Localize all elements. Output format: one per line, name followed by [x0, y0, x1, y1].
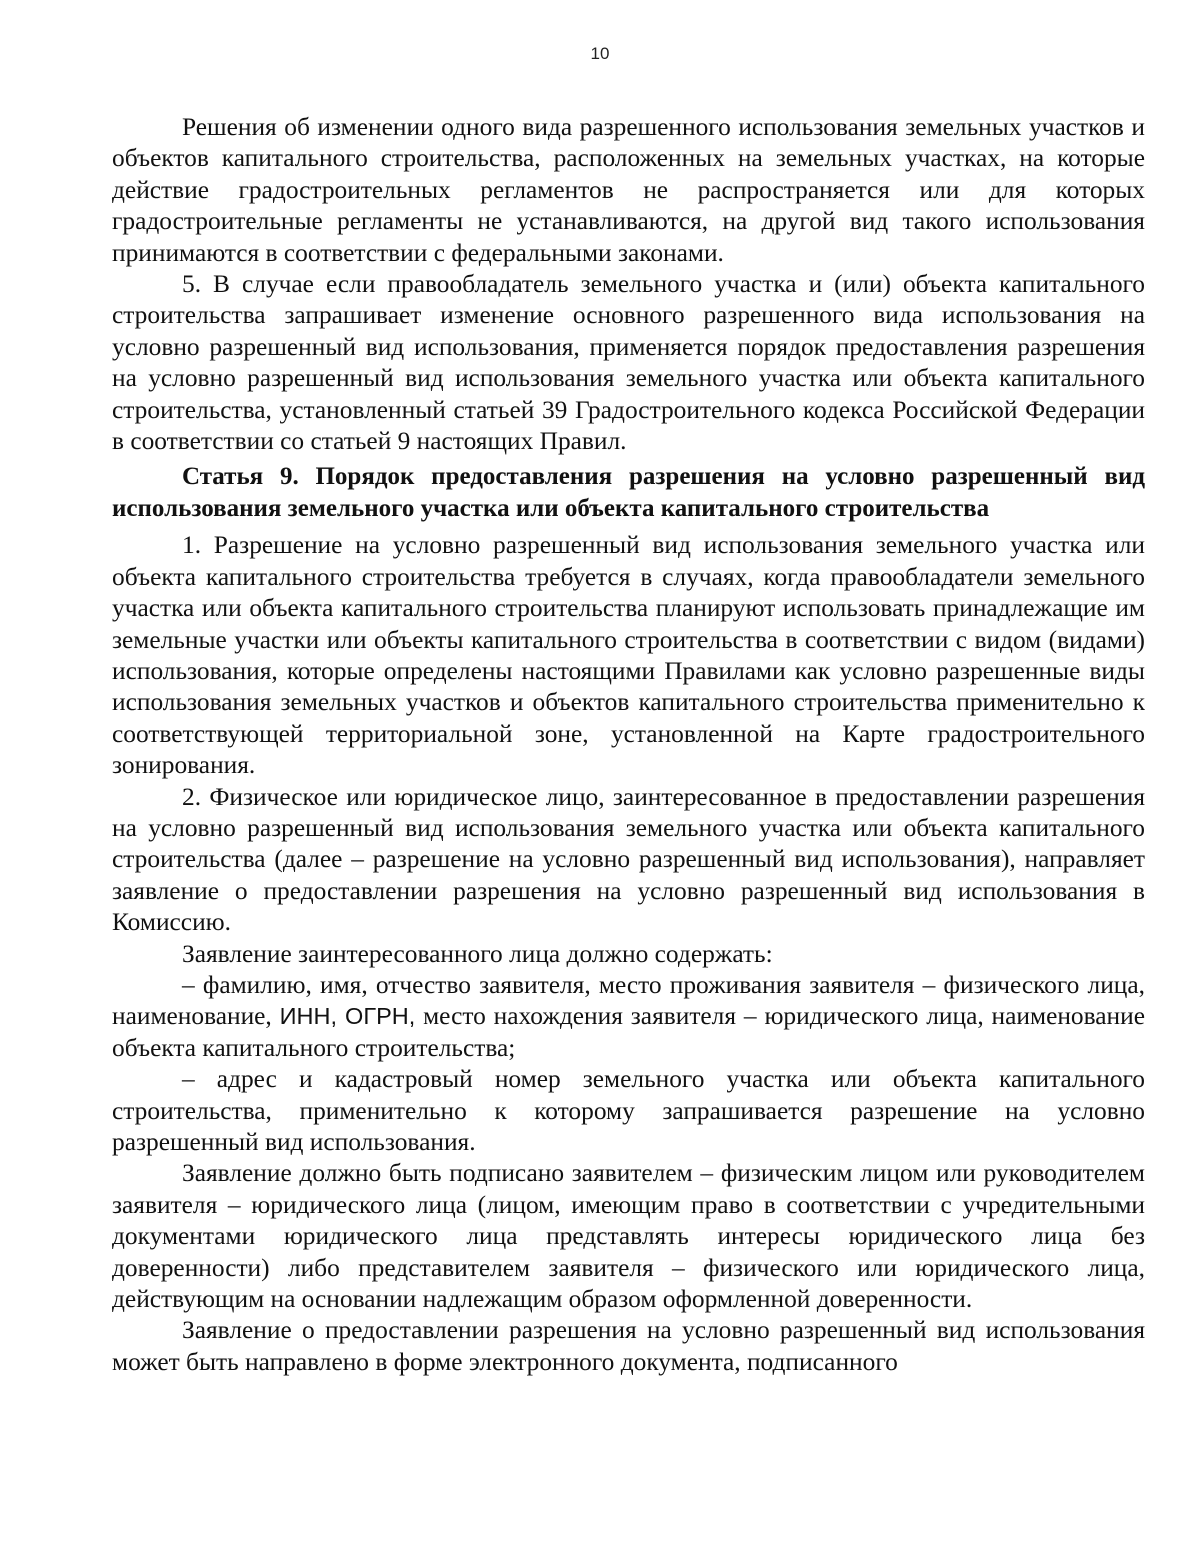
inn-ogrn-text: ИНН, ОГРН, — [279, 1003, 416, 1030]
paragraph-item-2: 2. Физическое или юридическое лицо, заинтересованное в предоставлении разрешения на условно разрешенный вид использования земельного участка или объекта капитального строительства (далее – разрешение на условно разрешенный вид использования), направляет заявление о предоставлении разрешения на условно разрешенный вид использования в Комиссию. — [112, 782, 1145, 937]
paragraph-application-contents: Заявление заинтересованного лица должно содержать: — [182, 939, 773, 968]
paragraph-zoning-decisions: Решения об изменении одного вида разрешенного использования земельных участков и объектов капитального строительства, расположенных на земельных участках, на которые действие градостроительных регламентов не распространяется или для которых градостроительные регламенты не устанавливаются, на другой вид такого использования принимаются в соответствии с федеральными законами. — [112, 113, 1145, 267]
paragraph-item-1: 1. Разрешение на условно разрешенный вид использования земельного участка или объекта капитального строительства требуется в случаях, когда правообладатели земельного участка или объекта капитального строительства планируют использовать принадлежащие им земельные участки или объекты капитального строительства в соответствии с видом (видами) использования, которые определены настоящими Правилами как условно разрешенные виды использования земельных участков и объектов капитального строительства применительно к соответствующей территориальной зоне, установленной на Карте градостроительного зонирования. — [112, 531, 1145, 780]
article-9-heading: Статья 9. Порядок предоставления разрешения на условно разрешенный вид использования земельного участка или объекта капитального строительства — [112, 463, 1145, 522]
page-number: 10 — [590, 44, 610, 63]
paragraph-signature-requirements: Заявление должно быть подписано заявителем – физическим лицом или руководителем заявителя – юридического лица (лицом, имеющим право в соответствии с учредительными документами юридического лица представлять интересы юридического лица без доверенности) либо представителем заявителя – физического или юридического лица, действующим на основании надлежащим образом оформленной доверенности. — [112, 1159, 1145, 1314]
paragraph-address-cadastral: – адрес и кадастровый номер земельного участка или объекта капитального строительства, применительно к которому запрашивается разрешение на условно разрешенный вид использования. — [112, 1065, 1145, 1156]
document-body — [112, 112, 1145, 1378]
paragraph-item-5: 5. В случае если правообладатель земельного участка и (или) объекта капитального строительства запрашивает изменение основного разрешенного вида использования на условно разрешенный вид использования, применяется порядок предоставления разрешения на условно разрешенный вид использования земельного участка или объекта капитального строительства, установленный статьей 39 Градостроительного кодекса Российской Федерации в соответствии со статьей 9 настоящих Правил. — [112, 270, 1145, 456]
applicant-details-text-b: место нахождения заявителя – юридического лица, наименование объекта капитального строительства; — [112, 1002, 1145, 1062]
paragraph-applicant-details — [112, 970, 1145, 1064]
applicant-details-text-a: – фамилию, имя, отчество заявителя, место проживания заявителя – физического лица, наименование, — [112, 970, 1145, 1031]
paragraph-electronic-submission: Заявление о предоставлении разрешения на условно разрешенный вид использования может быть направлено в форме электронного документа, подписанного — [112, 1316, 1145, 1376]
